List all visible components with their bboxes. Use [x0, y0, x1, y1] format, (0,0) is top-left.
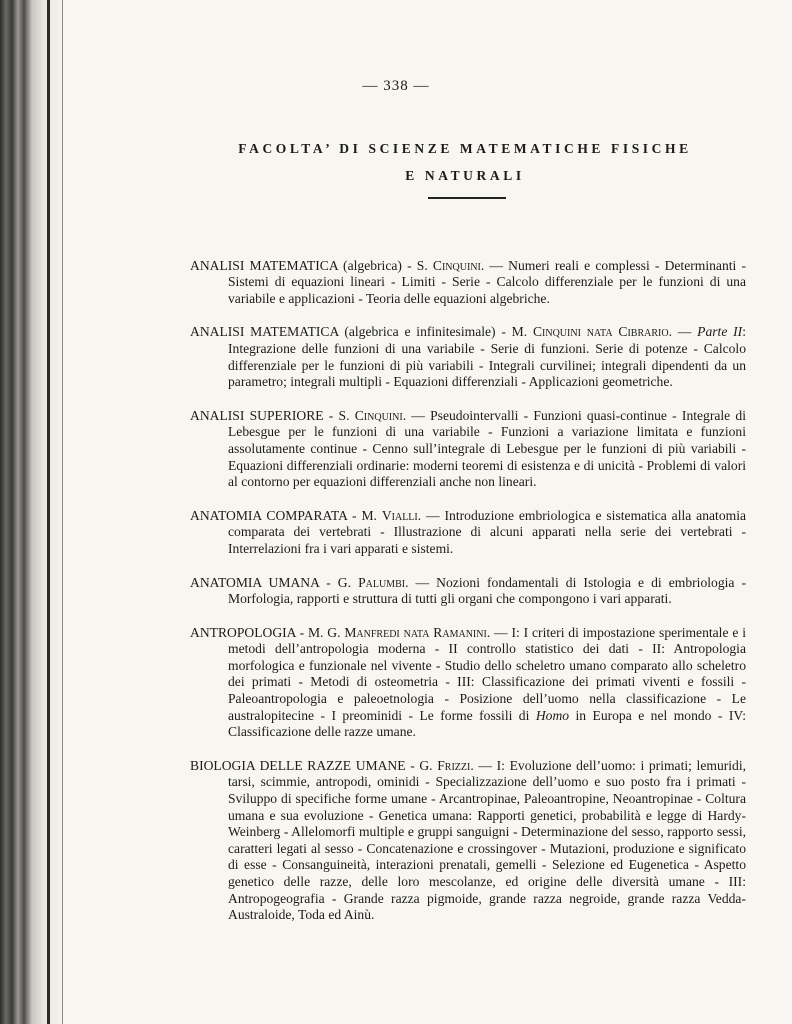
- course-part: Parte II: [697, 324, 743, 340]
- dash-separator: . —: [668, 324, 692, 340]
- heading-divider: [428, 197, 506, 199]
- course-entry-antropologia: [190, 625, 746, 741]
- teacher-name: Palumbi: [358, 574, 406, 590]
- course-description: : Integrazione delle funzioni di una variabile - Serie di funzioni. Serie di potenze - Calcolo differenziale per le funzioni di più variabili - Integrali curvilinei; integrali dipendenti da un parametro; integrali multipli - Equazioni differenziali - Applicazioni geometriche.: [228, 324, 746, 390]
- course-description: I: Evoluzione dell’uomo: i primati; lemuridi, tarsi, scimmie, antropodi, ominidi - Specializzazione dell’uomo e suo posto fra i primati - Sviluppo di specifiche forme umane - Arcantropinae, Paleoantropine, Neoantropinae - Coltura umana e sua evoluzione - Genetica umana: Rapporti genetici, probabilità e legge di Hardy-Weinberg - Allelomorfi multiple e gruppi sanguigni - Determinazione del sesso, rapporto sessi, caratteri legati al sesso - Concatenazione e crossingover - Mutazioni, produzione e significato di esse - Consanguineità, interazioni prenatali, gemelli - Selezione ed Eugenetica - Aspetto genetico delle razze, delle loro mescolanze, ed origine delle diversità umane - III: Antropogeografia - Grande razza pigmoide, grande razza negroide, grande razza Vedda-Australoide, Toda ed Ainù.: [228, 757, 747, 923]
- faculty-heading-line-2: E NATURALI: [405, 168, 525, 183]
- dash-separator: . —: [402, 407, 425, 423]
- course-title: ANALISI MATEMATICA (algebrica e infinitesimale) - M.: [190, 324, 528, 340]
- page-number: — 338 —: [362, 78, 430, 94]
- dash-separator: . —: [480, 257, 504, 273]
- teacher-name: Vialli: [381, 507, 418, 523]
- italic-term: Homo: [535, 707, 570, 723]
- teacher-name: Cinquini nata Cibrario: [532, 324, 669, 340]
- dash-separator: . —: [486, 624, 508, 640]
- page-edge-line: [62, 0, 63, 1024]
- course-description: Nozioni fondamentali di Istologia e di embriologia - Morfologia, rapporti e struttura di tutti gli organi che compongono i vari apparati.: [228, 574, 747, 607]
- binding-line: [47, 0, 50, 1024]
- course-entry-biologia-razze-umane: [190, 758, 746, 924]
- course-description: I: I criteri di impostazione sperimentale e i metodi dell’antropologia moderna - II controllo statistico dei dati - II: Antropologia morfologica e funzionale nel vivente - Studio dello scheletro umano comparato allo scheletro dei primati - Metodi di osteometria - III: Classificazione dei primati viventi e fossili - Paleoantropologia e paleoetnologia - Posizione dell’uomo nella classificazione - Le australopitecine - I preominidi - Le forme fossili di: [228, 624, 746, 723]
- course-title: ANTROPOLOGIA - M. G.: [190, 624, 341, 640]
- teacher-name: Frizzi: [437, 757, 471, 773]
- book-binding-shadow: [0, 0, 62, 1024]
- faculty-heading-line-1: FACOLTA’ DI SCIENZE MATEMATICHE FISICHE: [238, 141, 692, 156]
- course-description-end: in Europa e nel mondo - IV: Classificazione delle razze umane.: [228, 707, 746, 740]
- course-title: ANALISI SUPERIORE - S.: [190, 407, 350, 423]
- course-entry-analisi-superiore: [190, 408, 746, 491]
- course-title: ANALISI MATEMATICA (algebrica) - S.: [190, 257, 428, 273]
- dash-separator: . —: [417, 507, 440, 523]
- dash-separator: . —: [405, 574, 430, 590]
- course-title: ANATOMIA UMANA - G.: [190, 574, 351, 590]
- course-title: ANATOMIA COMPARATA - M.: [190, 507, 377, 523]
- course-entry-anatomia-comparata: [190, 508, 746, 558]
- course-title: BIOLOGIA DELLE RAZZE UMANE - G.: [190, 757, 433, 773]
- course-list: [190, 244, 746, 941]
- course-entry-analisi-matematica-infinitesimale: [190, 324, 746, 390]
- dash-separator: . —: [470, 757, 492, 773]
- course-description: Numeri reali e complessi - Determinanti - Sistemi di equazioni lineari - Limiti - Serie - Calcolo differenziale per le funzioni di una variabile e applicazioni - Teoria delle equazioni algebriche.: [228, 257, 746, 306]
- teacher-name: Cinquini: [432, 257, 481, 273]
- teacher-name: Manfredi nata Ramanini: [344, 624, 487, 640]
- teacher-name: Cinquini: [354, 407, 403, 423]
- course-description: Introduzione embriologica e sistematica alla anatomia comparata dei vertebrati - Illustrazione di alcuni apparati nella serie dei vertebrati - Interrelazioni fra i vari apparati e sistemi.: [228, 507, 747, 556]
- course-entry-anatomia-umana: [190, 575, 746, 608]
- faculty-heading: [225, 135, 705, 189]
- course-description: Pseudointervalli - Funzioni quasi-continue - Integrale di Lebesgue per le funzioni di una variabile - Funzioni a variazione limitata e funzioni assolutamente continue - Cenno sull’integrale di Lebesgue per le funzioni di più variabili - Equazioni differenziali ordinarie: moderni teoremi di esistenza e di unicità - Problemi di valori al contorno per equazioni differenziali anche non lineari.: [228, 407, 746, 490]
- course-entry-analisi-matematica-algebrica: [190, 258, 746, 308]
